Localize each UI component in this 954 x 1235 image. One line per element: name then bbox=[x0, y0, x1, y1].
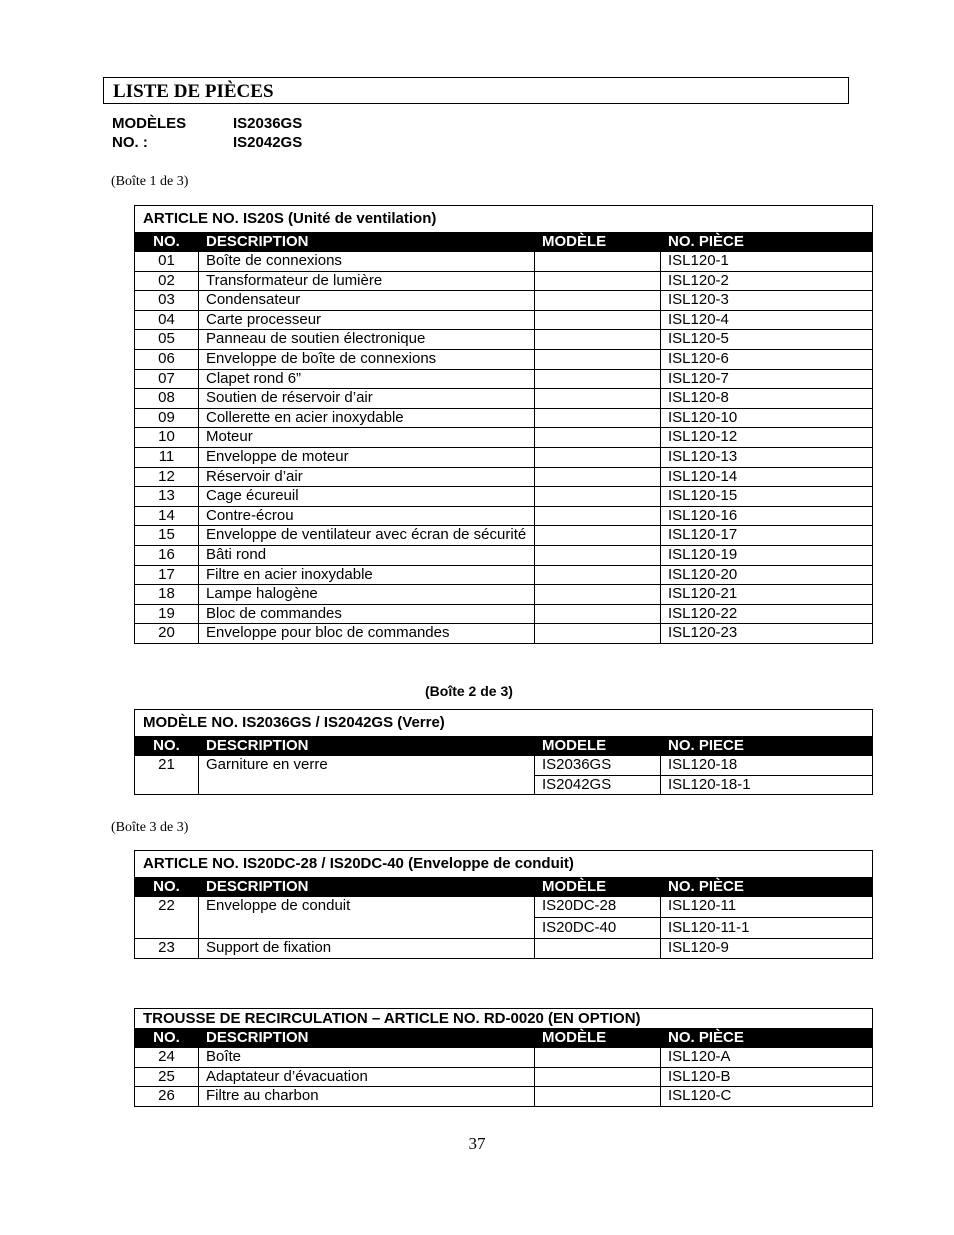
cell-part-no: ISL120-23 bbox=[661, 624, 873, 644]
cell-model bbox=[535, 467, 661, 487]
header-part-no: NO. PIECE bbox=[661, 737, 873, 756]
cell-description: Enveloppe de ventilateur avec écran de sécurité bbox=[199, 526, 535, 546]
cell-model bbox=[535, 526, 661, 546]
cell-part-no: ISL120-16 bbox=[661, 506, 873, 526]
table-caption: TROUSSE DE RECIRCULATION – ARTICLE NO. RD-0020 (EN OPTION) bbox=[135, 1009, 873, 1029]
cell-description: Carte processeur bbox=[199, 310, 535, 330]
cell-part-no: ISL120-6 bbox=[661, 349, 873, 369]
cell-model bbox=[535, 487, 661, 507]
cell-no: 12 bbox=[135, 467, 199, 487]
cell-part-no: ISL120-22 bbox=[661, 604, 873, 624]
cell-model bbox=[535, 252, 661, 272]
table-row bbox=[135, 939, 873, 959]
cell-no: 19 bbox=[135, 604, 199, 624]
cell-model bbox=[535, 349, 661, 369]
cell-part-no: ISL120-20 bbox=[661, 565, 873, 585]
cell-no: 11 bbox=[135, 447, 199, 467]
cell-description: Cage écureuil bbox=[199, 487, 535, 507]
cell-part-no: ISL120-19 bbox=[661, 545, 873, 565]
cell-part-no: ISL120-18 bbox=[661, 756, 873, 776]
cell-no: 01 bbox=[135, 252, 199, 272]
cell-part-no: ISL120-5 bbox=[661, 330, 873, 350]
cell-description: Clapet rond 6” bbox=[199, 369, 535, 389]
cell-part-no: ISL120-14 bbox=[661, 467, 873, 487]
table-row bbox=[135, 1087, 873, 1107]
cell-model bbox=[535, 428, 661, 448]
cell-part-no: ISL120-18-1 bbox=[661, 775, 873, 795]
cell-no: 17 bbox=[135, 565, 199, 585]
cell-part-no: ISL120-9 bbox=[661, 939, 873, 959]
cell-part-no: ISL120-17 bbox=[661, 526, 873, 546]
cell-part-no: ISL120-11 bbox=[661, 897, 873, 918]
cell-description: Enveloppe de boîte de connexions bbox=[199, 349, 535, 369]
cell-no: 22 bbox=[135, 897, 199, 939]
parts-table-2 bbox=[134, 709, 873, 795]
cell-no: 07 bbox=[135, 369, 199, 389]
cell-description: Boîte bbox=[199, 1048, 535, 1068]
table-caption: ARTICLE NO. IS20S (Unité de ventilation) bbox=[135, 206, 873, 233]
table-row bbox=[135, 349, 873, 369]
header-description: DESCRIPTION bbox=[199, 737, 535, 756]
cell-no: 09 bbox=[135, 408, 199, 428]
cell-no: 24 bbox=[135, 1048, 199, 1068]
cell-no: 05 bbox=[135, 330, 199, 350]
header-no: NO. bbox=[135, 233, 199, 252]
cell-no: 14 bbox=[135, 506, 199, 526]
cell-model bbox=[535, 545, 661, 565]
header-description: DESCRIPTION bbox=[199, 1029, 535, 1048]
table-row bbox=[135, 545, 873, 565]
table-row bbox=[135, 252, 873, 272]
table-header bbox=[135, 878, 873, 897]
cell-description: Enveloppe de moteur bbox=[199, 447, 535, 467]
table-row bbox=[135, 506, 873, 526]
cell-description: Support de fixation bbox=[199, 939, 535, 959]
cell-model bbox=[535, 389, 661, 409]
cell-model bbox=[535, 1048, 661, 1068]
cell-part-no: ISL120-11-1 bbox=[661, 918, 873, 939]
cell-description: Lampe halogène bbox=[199, 585, 535, 605]
cell-description: Réservoir d’air bbox=[199, 467, 535, 487]
parts-table-3 bbox=[134, 850, 873, 959]
cell-model bbox=[535, 624, 661, 644]
header-no: NO. bbox=[135, 878, 199, 897]
cell-description: Bloc de commandes bbox=[199, 604, 535, 624]
cell-model: IS20DC-28 bbox=[535, 897, 661, 918]
cell-model bbox=[535, 585, 661, 605]
parts-table-1 bbox=[134, 205, 873, 644]
box-1-note: (Boîte 1 de 3) bbox=[111, 174, 189, 189]
cell-no: 18 bbox=[135, 585, 199, 605]
cell-description: Moteur bbox=[199, 428, 535, 448]
cell-description: Condensateur bbox=[199, 291, 535, 311]
models-label: NO. : bbox=[112, 134, 148, 151]
cell-model bbox=[535, 939, 661, 959]
cell-description: Boîte de connexions bbox=[199, 252, 535, 272]
cell-no: 03 bbox=[135, 291, 199, 311]
cell-part-no: ISL120-3 bbox=[661, 291, 873, 311]
page-number: 37 bbox=[468, 1134, 486, 1153]
cell-description: Enveloppe de conduit bbox=[199, 897, 535, 939]
cell-no: 13 bbox=[135, 487, 199, 507]
cell-description: Transformateur de lumière bbox=[199, 271, 535, 291]
table-row bbox=[135, 467, 873, 487]
table-header bbox=[135, 1029, 873, 1048]
table-row bbox=[135, 604, 873, 624]
header-no: NO. bbox=[135, 737, 199, 756]
table-row bbox=[135, 565, 873, 585]
cell-no: 02 bbox=[135, 271, 199, 291]
cell-model bbox=[535, 1087, 661, 1107]
table-header bbox=[135, 737, 873, 756]
header-part-no: NO. PIÈCE bbox=[661, 878, 873, 897]
table-row bbox=[135, 447, 873, 467]
cell-model bbox=[535, 604, 661, 624]
cell-description: Adaptateur d’évacuation bbox=[199, 1067, 535, 1087]
cell-model: IS20DC-40 bbox=[535, 918, 661, 939]
cell-part-no: ISL120-8 bbox=[661, 389, 873, 409]
cell-model bbox=[535, 330, 661, 350]
table-row bbox=[135, 624, 873, 644]
cell-model bbox=[535, 1067, 661, 1087]
cell-no: 23 bbox=[135, 939, 199, 959]
cell-part-no: ISL120-B bbox=[661, 1067, 873, 1087]
table-header bbox=[135, 233, 873, 252]
cell-description: Garniture en verre bbox=[199, 756, 535, 795]
cell-part-no: ISL120-A bbox=[661, 1048, 873, 1068]
cell-model bbox=[535, 447, 661, 467]
table-row bbox=[135, 526, 873, 546]
header-model: MODELE bbox=[535, 737, 661, 756]
models-block bbox=[112, 114, 302, 152]
cell-no: 10 bbox=[135, 428, 199, 448]
parts-table-4 bbox=[134, 1008, 873, 1107]
cell-part-no: ISL120-C bbox=[661, 1087, 873, 1107]
table-row bbox=[135, 1067, 873, 1087]
table-row bbox=[135, 585, 873, 605]
cell-description: Panneau de soutien électronique bbox=[199, 330, 535, 350]
cell-no: 08 bbox=[135, 389, 199, 409]
cell-no: 16 bbox=[135, 545, 199, 565]
table-row bbox=[135, 330, 873, 350]
cell-no: 21 bbox=[135, 756, 199, 795]
cell-model bbox=[535, 291, 661, 311]
box-3-note: (Boîte 3 de 3) bbox=[111, 820, 189, 835]
cell-no: 15 bbox=[135, 526, 199, 546]
models-row-2 bbox=[112, 133, 302, 152]
box-2-note: (Boîte 2 de 3) bbox=[425, 683, 513, 699]
cell-model: IS2042GS bbox=[535, 775, 661, 795]
table-row bbox=[135, 897, 873, 918]
table-caption: ARTICLE NO. IS20DC-28 / IS20DC-40 (Enveloppe de conduit) bbox=[135, 851, 873, 878]
header-description: DESCRIPTION bbox=[199, 233, 535, 252]
table-row bbox=[135, 1048, 873, 1068]
cell-no: 04 bbox=[135, 310, 199, 330]
cell-description: Soutien de réservoir d’air bbox=[199, 389, 535, 409]
cell-part-no: ISL120-7 bbox=[661, 369, 873, 389]
model-value: IS2042GS bbox=[233, 134, 303, 151]
header-part-no: NO. PIÈCE bbox=[661, 233, 873, 252]
cell-part-no: ISL120-21 bbox=[661, 585, 873, 605]
cell-no: 20 bbox=[135, 624, 199, 644]
header-model: MODÈLE bbox=[535, 1029, 661, 1048]
cell-description: Contre-écrou bbox=[199, 506, 535, 526]
cell-description: Enveloppe pour bloc de commandes bbox=[199, 624, 535, 644]
model-value: IS2036GS bbox=[233, 115, 303, 132]
cell-part-no: ISL120-10 bbox=[661, 408, 873, 428]
table-row bbox=[135, 428, 873, 448]
cell-no: 25 bbox=[135, 1067, 199, 1087]
cell-part-no: ISL120-1 bbox=[661, 252, 873, 272]
cell-no: 26 bbox=[135, 1087, 199, 1107]
cell-part-no: ISL120-2 bbox=[661, 271, 873, 291]
cell-part-no: ISL120-15 bbox=[661, 487, 873, 507]
models-label: MODÈLES bbox=[112, 115, 187, 132]
table-caption: MODÈLE NO. IS2036GS / IS2042GS (Verre) bbox=[135, 710, 873, 737]
header-part-no: NO. PIÈCE bbox=[661, 1029, 873, 1048]
cell-model: IS2036GS bbox=[535, 756, 661, 776]
cell-model bbox=[535, 271, 661, 291]
table-row bbox=[135, 487, 873, 507]
header-model: MODÈLE bbox=[535, 878, 661, 897]
cell-no: 06 bbox=[135, 349, 199, 369]
table-row bbox=[135, 369, 873, 389]
cell-model bbox=[535, 565, 661, 585]
cell-description: Bâti rond bbox=[199, 545, 535, 565]
cell-part-no: ISL120-12 bbox=[661, 428, 873, 448]
table-row bbox=[135, 389, 873, 409]
header-model: MODÈLE bbox=[535, 233, 661, 252]
header-no: NO. bbox=[135, 1029, 199, 1048]
page-title: LISTE DE PIÈCES bbox=[103, 77, 849, 104]
table-row bbox=[135, 271, 873, 291]
cell-description: Filtre au charbon bbox=[199, 1087, 535, 1107]
cell-model bbox=[535, 310, 661, 330]
cell-part-no: ISL120-4 bbox=[661, 310, 873, 330]
table-row bbox=[135, 310, 873, 330]
table-row bbox=[135, 291, 873, 311]
cell-description: Filtre en acier inoxydable bbox=[199, 565, 535, 585]
cell-model bbox=[535, 369, 661, 389]
header-description: DESCRIPTION bbox=[199, 878, 535, 897]
table-row bbox=[135, 408, 873, 428]
cell-part-no: ISL120-13 bbox=[661, 447, 873, 467]
cell-model bbox=[535, 408, 661, 428]
cell-model bbox=[535, 506, 661, 526]
cell-description: Collerette en acier inoxydable bbox=[199, 408, 535, 428]
table-row bbox=[135, 756, 873, 776]
models-row-1 bbox=[112, 114, 302, 133]
